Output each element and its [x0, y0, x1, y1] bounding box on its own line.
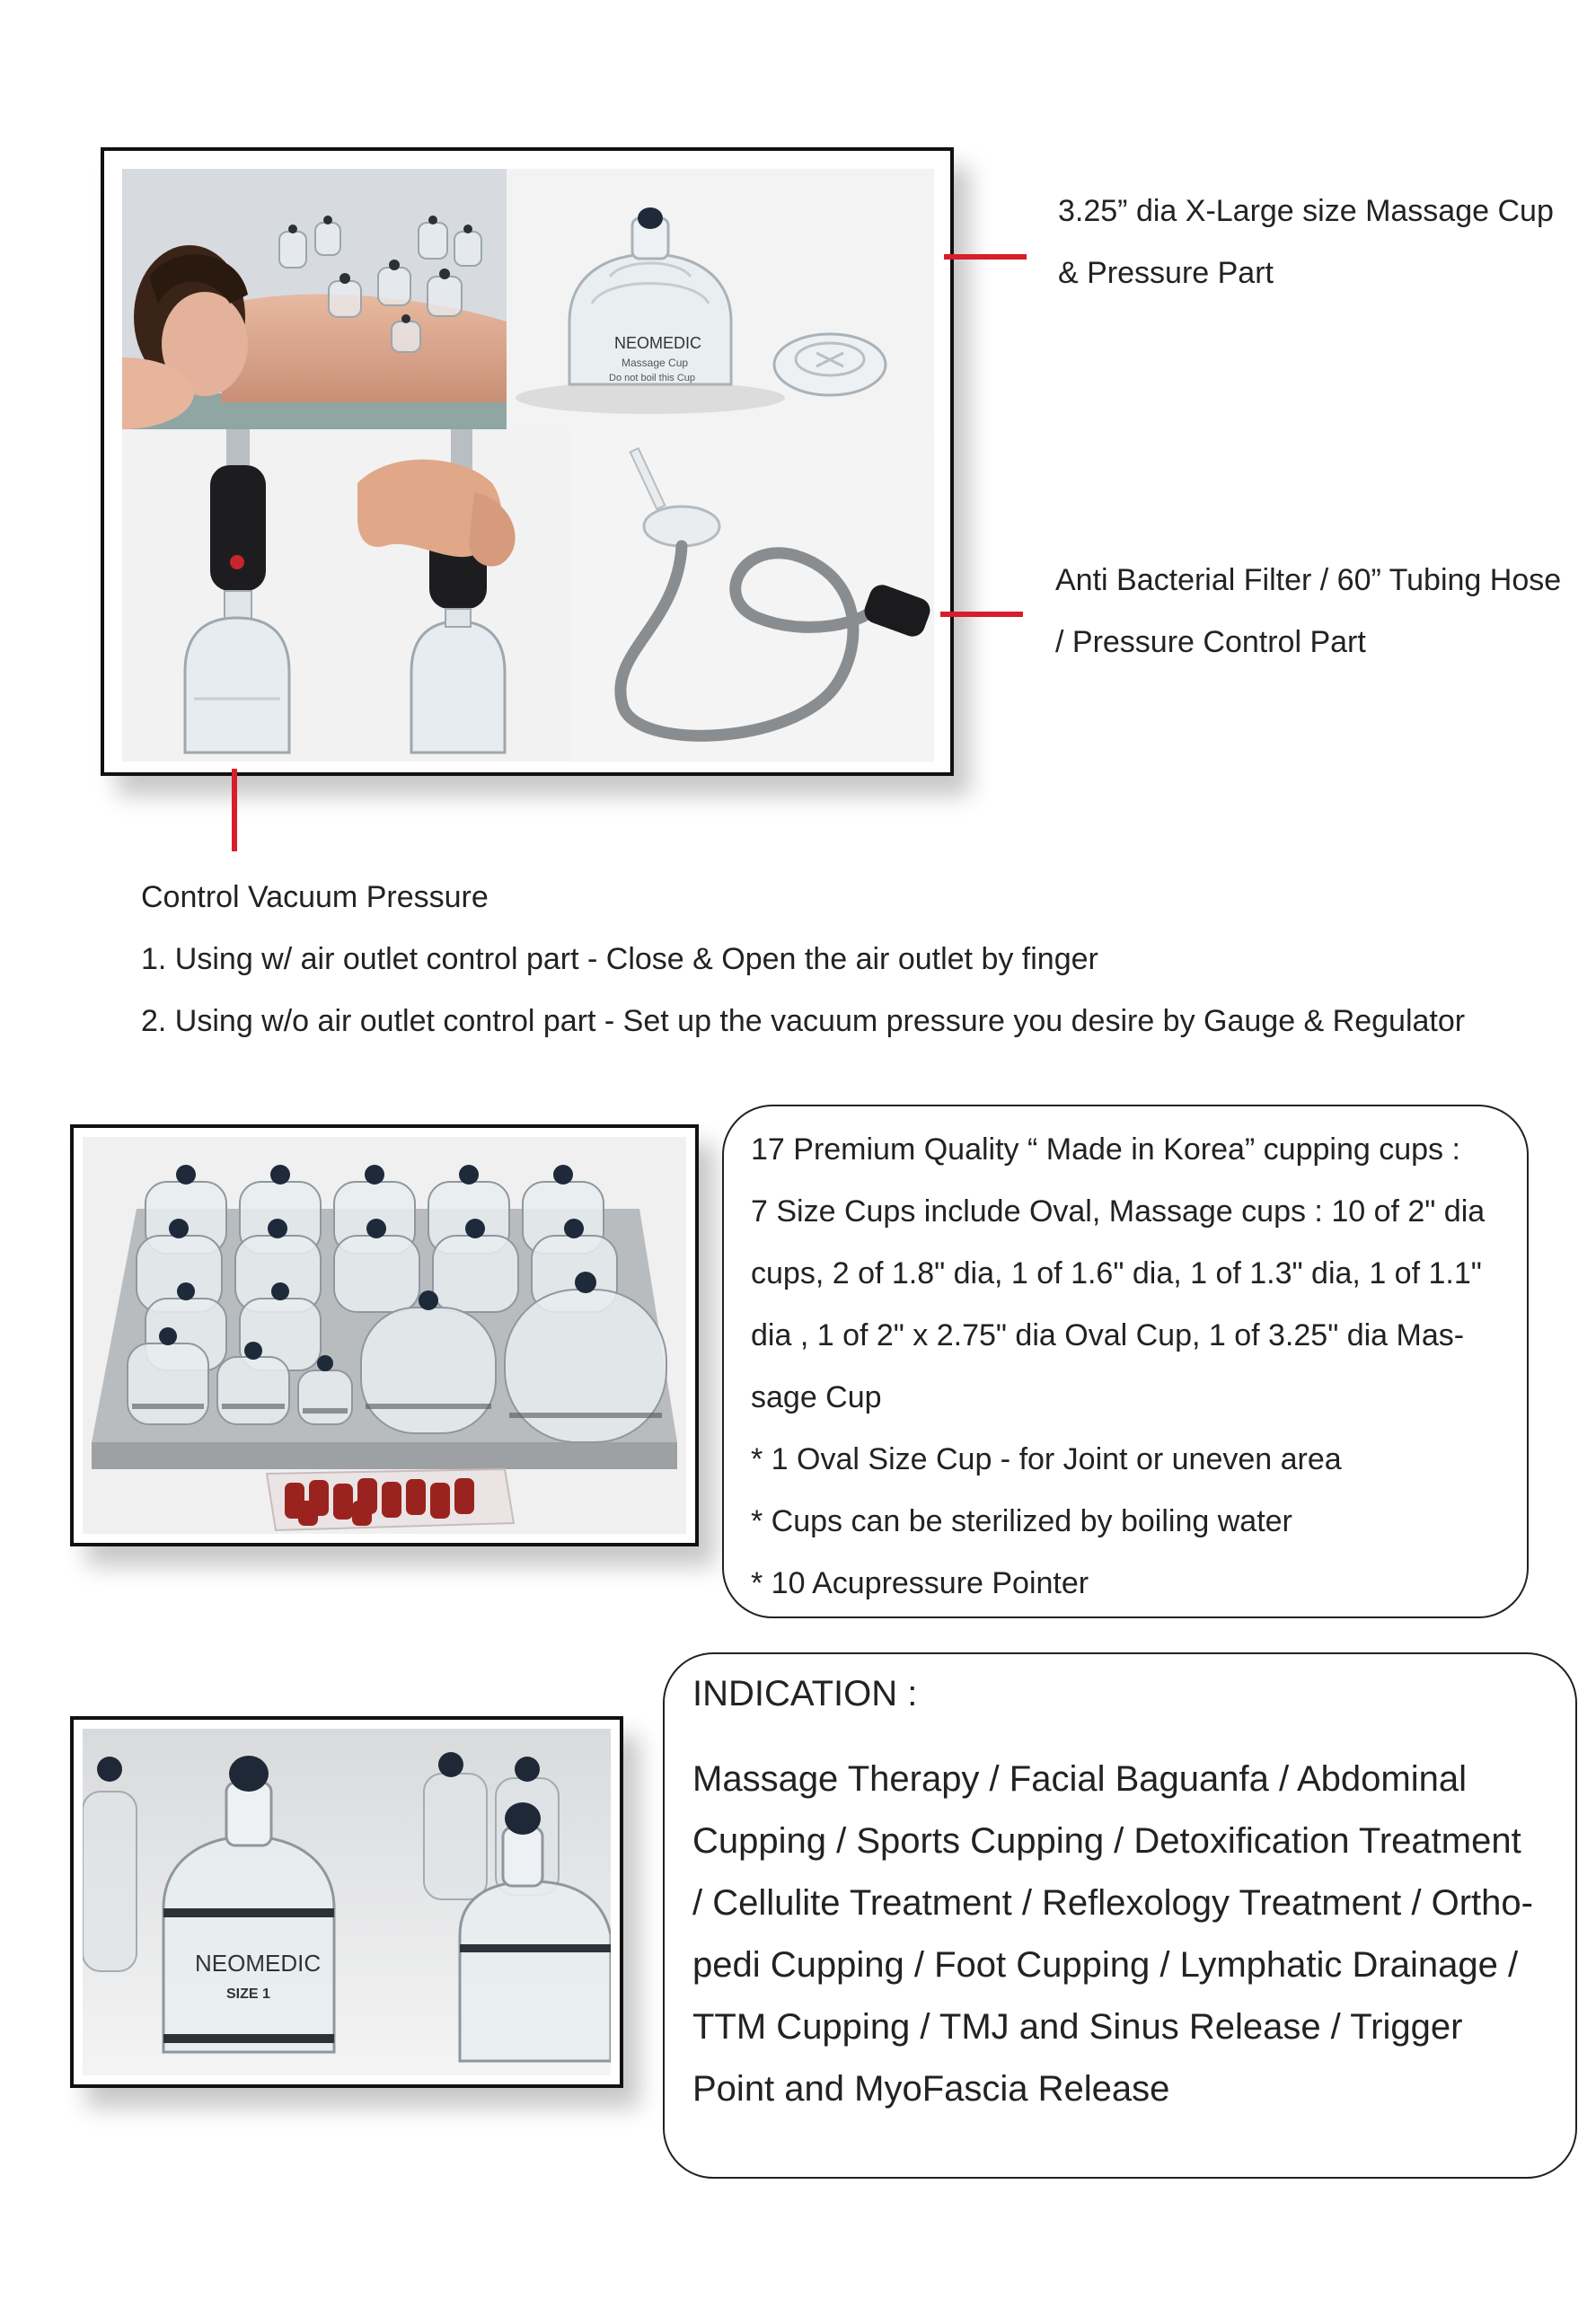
indication-line-2: Cupping / Sports Cupping / Detoxification Treatment [692, 1821, 1521, 1861]
cup-callout-line [944, 254, 1027, 260]
spec-line-7: * Cups can be sterilized by boiling water [751, 1504, 1292, 1538]
finger-control-photo [357, 429, 569, 762]
filter-hose-photo [569, 429, 934, 762]
spec-line-2: 7 Size Cups include Oval, Massage cups : 10 of 2" dia [751, 1194, 1486, 1229]
spec-box [722, 1105, 1529, 1618]
indication-box [663, 1652, 1577, 2179]
pump-on-cup-photo [122, 429, 357, 762]
spec-line-5: sage Cup [751, 1380, 882, 1414]
indication-list [692, 1748, 1575, 2120]
indication-title: INDICATION : [692, 1674, 918, 1713]
indication-line-6: Point and MyoFascia Release [692, 2069, 1170, 2109]
cup-brand-text: NEOMEDIC [614, 334, 702, 352]
closeup-size-text: SIZE 1 [226, 1986, 270, 2002]
vacuum-heading: Control Vacuum Pressure [141, 880, 489, 914]
cup-callout [1058, 181, 1554, 304]
hose-callout-line-2: / Pressure Control Part [1055, 625, 1366, 659]
vacuum-control-section [141, 867, 1465, 1053]
spec-line-3: cups, 2 of 1.8" dia, 1 of 1.6" dia, 1 of 1.3" dia, 1 of 1.1" [751, 1256, 1482, 1290]
hose-callout-line [940, 612, 1023, 617]
closeup-brand-text: NEOMEDIC [195, 1950, 322, 1977]
spec-line-1: 17 Premium Quality “ Made in Korea” cupping cups : [751, 1132, 1460, 1167]
cup-set-frame [70, 1124, 699, 1546]
cup-callout-line-1: 3.25” dia X-Large size Massage Cup [1058, 194, 1554, 228]
vacuum-step-2: 2. Using w/o air outlet control part - Set up the vacuum pressure you desire by Gauge & Regulator [141, 1004, 1466, 1038]
indication-line-4: pedi Cupping / Foot Cupping / Lymphatic Drainage / [692, 1945, 1519, 1985]
indication-line-3: / Cellulite Treatment / Reflexology Treatment / Ortho- [692, 1883, 1533, 1923]
vacuum-step-1: 1. Using w/ air outlet control part - Close & Open the air outlet by finger [141, 942, 1098, 976]
cupping-therapy-photo [122, 169, 507, 429]
cup-callout-line-2: & Pressure Part [1058, 256, 1274, 290]
cup-closeup-photo [83, 1729, 611, 2075]
cup-sub-text: Massage Cup [622, 357, 689, 369]
cup-note-text: Do not boil this Cup [609, 373, 695, 383]
closeup-frame [70, 1716, 623, 2088]
xl-massage-cup-photo [507, 169, 934, 429]
spec-line-6: * 1 Oval Size Cup - for Joint or uneven area [751, 1442, 1342, 1476]
spec-list [751, 1119, 1527, 1615]
hose-callout-line-1: Anti Bacterial Filter / 60” Tubing Hose [1055, 563, 1562, 597]
spec-line-8: * 10 Acupressure Pointer [751, 1566, 1089, 1600]
vacuum-callout-line [232, 769, 237, 851]
spec-line-4: dia , 1 of 2" x 2.75" dia Oval Cup, 1 of 3.25" dia Mas- [751, 1318, 1465, 1352]
indication-line-1: Massage Therapy / Facial Baguanfa / Abdominal [692, 1759, 1467, 1799]
product-collage [101, 147, 954, 776]
indication-line-5: TTM Cupping / TMJ and Sinus Release / Trigger [692, 2007, 1463, 2047]
hose-callout [1055, 550, 1561, 674]
cup-set-photo [83, 1137, 686, 1534]
